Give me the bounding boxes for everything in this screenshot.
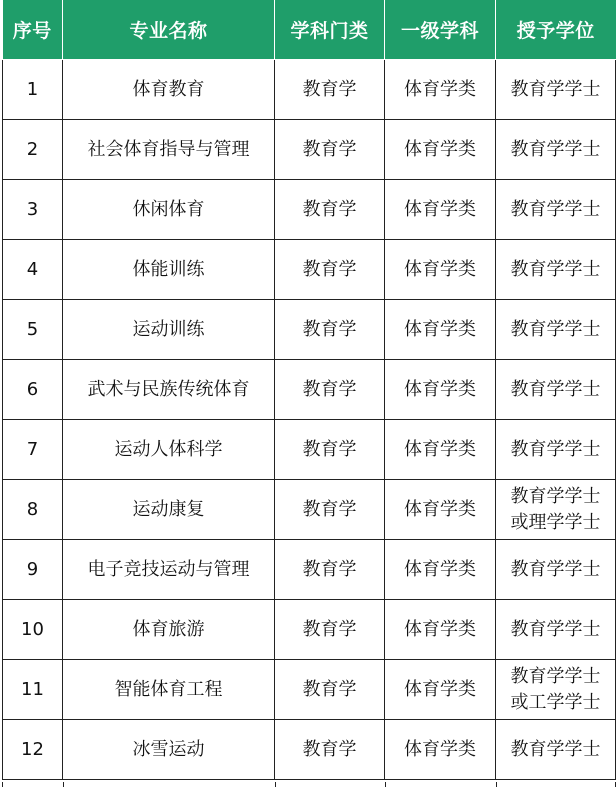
degree-line: 教育学学士 xyxy=(510,485,601,507)
header-first-level-discipline: 一级学科 xyxy=(385,0,496,60)
cell-first-level-discipline: 体育学类 xyxy=(385,480,496,540)
table-row xyxy=(3,720,616,780)
cell-degree-awarded xyxy=(496,60,616,120)
cell-index: 9 xyxy=(3,540,63,600)
table-row xyxy=(3,240,616,300)
degree-line: 教育学学士 xyxy=(510,558,601,580)
table-row xyxy=(3,300,616,360)
table-continuation-divider xyxy=(496,782,497,787)
cell-degree-awarded xyxy=(496,240,616,300)
majors-table xyxy=(2,0,616,780)
degree-line: 教育学学士 xyxy=(510,198,601,220)
table-row xyxy=(3,180,616,240)
cell-discipline-category: 教育学 xyxy=(275,360,385,420)
cell-index: 6 xyxy=(3,360,63,420)
cell-first-level-discipline: 体育学类 xyxy=(385,240,496,300)
cell-degree-awarded xyxy=(496,420,616,480)
cell-discipline-category: 教育学 xyxy=(275,120,385,180)
table-body xyxy=(3,60,616,780)
degree-line: 教育学学士 xyxy=(510,665,601,687)
cell-major-name: 体育教育 xyxy=(63,60,275,120)
cell-index: 1 xyxy=(3,60,63,120)
degree-line: 教育学学士 xyxy=(510,378,601,400)
cell-first-level-discipline: 体育学类 xyxy=(385,420,496,480)
table-continuation xyxy=(2,782,616,787)
cell-index: 10 xyxy=(3,600,63,660)
cell-index: 2 xyxy=(3,120,63,180)
header-major-name: 专业名称 xyxy=(63,0,275,60)
degree-line: 或工学学士 xyxy=(510,691,601,713)
table-row xyxy=(3,540,616,600)
degree-line: 教育学学士 xyxy=(510,318,601,340)
degree-line: 或理学学士 xyxy=(510,511,601,533)
cell-first-level-discipline: 体育学类 xyxy=(385,720,496,780)
header-discipline-category: 学科门类 xyxy=(275,0,385,60)
cell-major-name: 运动康复 xyxy=(63,480,275,540)
cell-degree-awarded xyxy=(496,360,616,420)
degree-line: 教育学学士 xyxy=(510,78,601,100)
cell-first-level-discipline: 体育学类 xyxy=(385,540,496,600)
degree-line: 教育学学士 xyxy=(510,738,601,760)
cell-first-level-discipline: 体育学类 xyxy=(385,660,496,720)
cell-index: 11 xyxy=(3,660,63,720)
cell-index: 12 xyxy=(3,720,63,780)
cell-major-name: 运动训练 xyxy=(63,300,275,360)
cell-major-name: 电子竞技运动与管理 xyxy=(63,540,275,600)
cell-discipline-category: 教育学 xyxy=(275,240,385,300)
cell-degree-awarded xyxy=(496,120,616,180)
cell-discipline-category: 教育学 xyxy=(275,60,385,120)
table-row xyxy=(3,360,616,420)
table-continuation-divider xyxy=(385,782,386,787)
cell-major-name: 冰雪运动 xyxy=(63,720,275,780)
cell-degree-awarded xyxy=(496,720,616,780)
cell-discipline-category: 教育学 xyxy=(275,300,385,360)
cell-degree-awarded xyxy=(496,480,616,540)
cell-discipline-category: 教育学 xyxy=(275,660,385,720)
degree-line: 教育学学士 xyxy=(510,618,601,640)
table-row xyxy=(3,600,616,660)
cell-discipline-category: 教育学 xyxy=(275,600,385,660)
cell-discipline-category: 教育学 xyxy=(275,540,385,600)
cell-major-name: 休闲体育 xyxy=(63,180,275,240)
table-header-row xyxy=(3,0,616,60)
cell-degree-awarded xyxy=(496,180,616,240)
cell-discipline-category: 教育学 xyxy=(275,480,385,540)
cell-first-level-discipline: 体育学类 xyxy=(385,300,496,360)
cell-degree-awarded xyxy=(496,300,616,360)
cell-first-level-discipline: 体育学类 xyxy=(385,180,496,240)
cell-major-name: 运动人体科学 xyxy=(63,420,275,480)
cell-major-name: 体能训练 xyxy=(63,240,275,300)
table-row xyxy=(3,60,616,120)
cell-first-level-discipline: 体育学类 xyxy=(385,120,496,180)
table-continuation-divider xyxy=(63,782,64,787)
cell-index: 4 xyxy=(3,240,63,300)
cell-index: 5 xyxy=(3,300,63,360)
cell-major-name: 社会体育指导与管理 xyxy=(63,120,275,180)
cell-index: 3 xyxy=(3,180,63,240)
cell-major-name: 武术与民族传统体育 xyxy=(63,360,275,420)
header-degree-awarded: 授予学位 xyxy=(496,0,616,60)
cell-first-level-discipline: 体育学类 xyxy=(385,360,496,420)
cell-major-name: 智能体育工程 xyxy=(63,660,275,720)
cell-discipline-category: 教育学 xyxy=(275,180,385,240)
cell-degree-awarded xyxy=(496,540,616,600)
degree-line: 教育学学士 xyxy=(510,258,601,280)
table-continuation-divider xyxy=(275,782,276,787)
table-row xyxy=(3,480,616,540)
table-row xyxy=(3,120,616,180)
cell-degree-awarded xyxy=(496,600,616,660)
degree-line: 教育学学士 xyxy=(510,138,601,160)
header-index: 序号 xyxy=(3,0,63,60)
table-row xyxy=(3,420,616,480)
cell-major-name: 体育旅游 xyxy=(63,600,275,660)
cell-index: 7 xyxy=(3,420,63,480)
cell-discipline-category: 教育学 xyxy=(275,720,385,780)
cell-degree-awarded xyxy=(496,660,616,720)
degree-line: 教育学学士 xyxy=(510,438,601,460)
cell-first-level-discipline: 体育学类 xyxy=(385,600,496,660)
cell-discipline-category: 教育学 xyxy=(275,420,385,480)
cell-first-level-discipline: 体育学类 xyxy=(385,60,496,120)
cell-index: 8 xyxy=(3,480,63,540)
table-row xyxy=(3,660,616,720)
